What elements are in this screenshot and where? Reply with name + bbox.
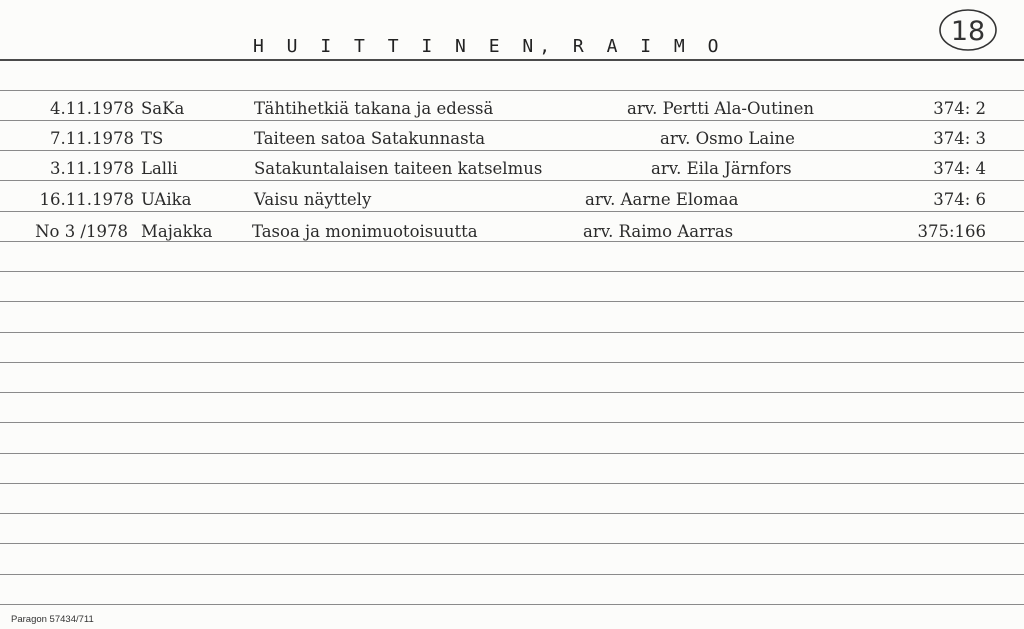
entry-reviewer: arv. Pertti Ala-Outinen bbox=[627, 99, 815, 118]
entry-title: Vaisu näyttely bbox=[254, 190, 372, 209]
ruled-line bbox=[0, 453, 1024, 454]
entry-title: Tasoa ja monimuotoisuutta bbox=[252, 222, 478, 241]
ruled-line bbox=[0, 483, 1024, 484]
entry-reviewer: arv. Raimo Aarras bbox=[583, 222, 734, 241]
stamp-number: 18 bbox=[950, 16, 986, 47]
ruled-line bbox=[0, 513, 1024, 514]
entry-publication: Majakka bbox=[141, 222, 213, 241]
entry-reviewer: arv. Osmo Laine bbox=[660, 129, 795, 148]
entry-row bbox=[0, 222, 1024, 248]
card-heading: H U I T T I N E N, R A I M O bbox=[253, 36, 725, 57]
header-rule bbox=[0, 59, 1024, 61]
entry-reviewer: arv. Aarne Elomaa bbox=[585, 190, 739, 209]
entry-publication: TS bbox=[141, 129, 164, 148]
ruled-line bbox=[0, 422, 1024, 423]
ruled-line bbox=[0, 271, 1024, 272]
ruled-line bbox=[0, 574, 1024, 575]
entry-row bbox=[0, 99, 1024, 125]
entry-title: Taiteen satoa Satakunnasta bbox=[254, 129, 486, 148]
entry-row bbox=[0, 129, 1024, 155]
entry-title: Satakuntalaisen taiteen katselmus bbox=[254, 159, 543, 178]
card-footer-imprint: Paragon 57434/711 bbox=[11, 614, 94, 625]
entry-reference: 374: 2 bbox=[933, 99, 986, 118]
ruled-line bbox=[0, 604, 1024, 605]
entry-date: 7.11.1978 bbox=[50, 129, 134, 148]
entry-title: Tähtihetkiä takana ja edessä bbox=[254, 99, 494, 118]
entry-date: No 3 /1978 bbox=[35, 222, 128, 241]
ruled-line bbox=[0, 332, 1024, 333]
entry-reference: 375:166 bbox=[917, 222, 986, 241]
entry-date: 16.11.1978 bbox=[39, 190, 134, 209]
entry-publication: Lalli bbox=[141, 159, 178, 178]
ruled-line bbox=[0, 362, 1024, 363]
ruled-line bbox=[0, 90, 1024, 91]
ruled-line bbox=[0, 392, 1024, 393]
entry-date: 3.11.1978 bbox=[50, 159, 134, 178]
entry-reviewer: arv. Eila Järnfors bbox=[651, 159, 792, 178]
entry-publication: SaKa bbox=[141, 99, 185, 118]
entry-reference: 374: 4 bbox=[933, 159, 986, 178]
entry-row bbox=[0, 159, 1024, 185]
card-number-stamp bbox=[938, 8, 998, 52]
entry-publication: UAika bbox=[141, 190, 192, 209]
ruled-line bbox=[0, 543, 1024, 544]
ruled-line bbox=[0, 301, 1024, 302]
entry-row bbox=[0, 190, 1024, 216]
entry-date: 4.11.1978 bbox=[50, 99, 134, 118]
entry-reference: 374: 6 bbox=[933, 190, 986, 209]
entry-reference: 374: 3 bbox=[933, 129, 986, 148]
